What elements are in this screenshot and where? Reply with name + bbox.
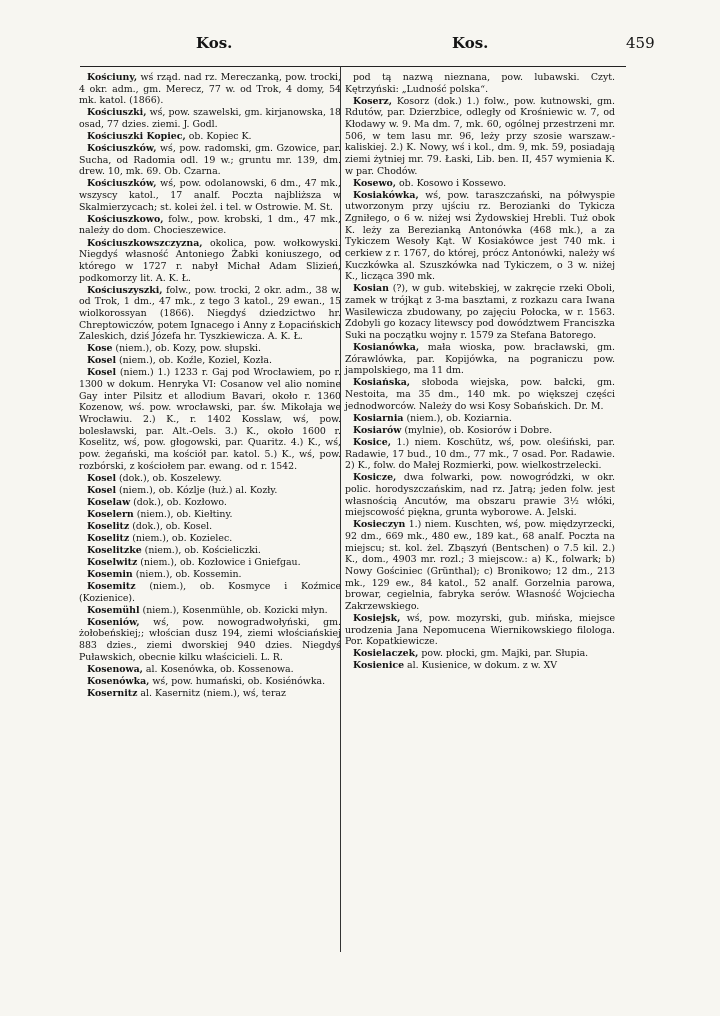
dictionary-entry: [345, 660, 615, 672]
entry-text: (dok.), ob. Kosel.: [129, 520, 213, 532]
entry-text: al. Kasernitz (niem.), wś, teraz: [137, 687, 286, 699]
entry-headword: Kościuszków,: [87, 178, 157, 190]
dictionary-entry: [345, 72, 615, 95]
dictionary-entry: [79, 581, 341, 604]
entry-text: (niem.), ob. Kiełtiny.: [133, 508, 233, 520]
dictionary-entry: [79, 676, 341, 688]
dictionary-entry: [345, 342, 615, 377]
entry-headword: Kosel: [87, 472, 116, 484]
entry-headword: Koserz,: [353, 95, 392, 107]
entry-headword: Koselaw: [87, 496, 131, 508]
dictionary-entry: [79, 485, 341, 497]
entry-headword: Kosel: [87, 355, 116, 367]
entry-text: ob. Kopiec K.: [185, 131, 252, 143]
entry-text: wś, pow. taraszczański, na półwyspie utworzonym przy ujściu rz. Berozianki do Tykicza Zgniłego, o 6 w. niżej wsi Żydowskiej Hrebli. Tuż obok K. leży za Berezianką Antonówka (468 mk.), a za Tykiczem Wesoły Kąt. W Kosiakówce jest 740 mk. i cerkiew z r. 1767, do której, prócz Antonówki, należy wś Kuczkówka al. Szuszkówka nad Tykiczem, o 3 w. niżej K., licząca 390 mk.: [345, 189, 615, 283]
entry-headword: Koseniów,: [87, 616, 140, 628]
dictionary-entry: [345, 519, 615, 612]
entry-text: wś, pow. humański, ob. Kosiénówka.: [149, 675, 326, 687]
dictionary-entry: [345, 96, 615, 178]
entry-text: ob. Kosowo i Kossewo.: [396, 177, 507, 189]
entry-text: wś, pow. szawelski, gm. kirjanowska, 18 osad, 77 dzies. ziemi. J. Godl.: [79, 107, 341, 131]
entry-headword: Kosiańska,: [353, 377, 411, 389]
entry-headword: Kosenówka,: [87, 675, 150, 687]
entry-text: wś rząd. nad rz. Mereczanką, pow. trocki, 4 okr. adm., gm. Merecz, 77 w. od Trok, 4 domy, 54 mk. katol. (1866).: [79, 72, 341, 107]
entry-text: (niem.), ob. Kozielec.: [129, 532, 233, 544]
dictionary-entry: [79, 545, 341, 557]
dictionary-entry: [79, 343, 341, 355]
entry-headword: Kościuny,: [87, 72, 138, 83]
entry-headword: Kose: [87, 343, 113, 355]
right-column: [345, 72, 615, 672]
entry-text: (mylnie), ob. Kosiorów i Dobre.: [401, 424, 553, 436]
entry-text: wś, pow. odolanowski, 6 dm., 47 mk., wszyscy katol., 17 analf. Poczta najbliższa w Skalmierzycach; st. kolei żel. i tel. w Ostrowie. M. St.: [79, 178, 341, 213]
entry-text: wś, pow. mozyrski, gub. mińska, miejsce urodzenia Jana Nepomucena Wiernikowskiego filologa. Por. Kopatkiewicze.: [345, 612, 615, 648]
dictionary-entry: [345, 613, 615, 648]
entry-headword: Kosielaczek,: [353, 648, 419, 660]
entry-headword: Kosewo,: [353, 177, 397, 189]
dictionary-entry: [79, 367, 341, 472]
page-number: 459: [626, 34, 655, 52]
entry-text: (niem.) 1.) 1233 r. Gaj pod Wrocławiem, po r. 1300 w dokum. Henryka VI: Cosanow vel alio nomine Gay inter Pilsitz et allodium Bavari, około r. 1360 Kozenow, wś. pow. wrocławski, par. św. Mikołaja we Wrocławiu. 2.) K., r. 1402 Kosslaw, wś, pow. bolesławski, par. Alt.-Oels. 3.) K., około 1600 r. Koselitz, wś, pow. głogowski, par. Quaritz. 4.) K., wś, pow. żegański, ma kościół par. katol. 5.) K., wś, pow. rozbórski, z kościołem par. ewang. od r. 1542.: [79, 367, 341, 472]
entry-text: (dok.), ob. Koszelewy.: [116, 472, 222, 484]
entry-text: (dok.), ob. Kozłowo.: [130, 496, 227, 508]
dictionary-entry: [79, 521, 341, 533]
dictionary-entry: [79, 72, 341, 107]
dictionary-entry: [345, 190, 615, 283]
entry-text: (niem.), ob. Koziarnia.: [403, 412, 512, 424]
entry-headword: Kościuszkowszczyzna,: [87, 237, 203, 249]
entry-headword: Kościuszków,: [87, 143, 157, 155]
entry-headword: Kosernitz: [87, 687, 138, 699]
entry-headword: Kościuszkowo,: [87, 213, 164, 225]
dictionary-entry: [79, 355, 341, 367]
entry-text: pod tą nazwą nieznana, pow. lubawski. Czyt. Kętrzyński: „Ludność polska“.: [345, 72, 615, 95]
dictionary-entry: [79, 178, 341, 213]
entry-text: (niem.), ob. Kościeliczki.: [141, 544, 261, 556]
dictionary-entry: [345, 648, 615, 660]
dictionary-entry: [79, 131, 341, 143]
entry-headword: Kosice,: [353, 436, 391, 448]
entry-text: al. Kosenówka, ob. Kossenowa.: [142, 663, 294, 675]
dictionary-entry: [79, 533, 341, 545]
entry-headword: Kosenowa,: [87, 663, 143, 675]
entry-text: (?), w gub. witebskiej, w zakręcie rzeki Oboli, zamek w trójkąt z 3-ma basztami, z rozkazu cara Iwana Wasilewicza zbudowany, po zajęciu Połocka, w r. 1563. Zdobyli go kozacy litewscy pod dowództwem Franciszka Suki na początku wojny r. 1579 za Stefana Batorego.: [345, 283, 615, 341]
entry-text: (niem.), ob. Kozy, pow. słupski.: [112, 343, 261, 355]
entry-headword: Kosemühl: [87, 604, 140, 616]
entry-text: wś, pow. radomski, gm. Gzowice, par. Sucha, od Radomia odl. 19 w.; gruntu mr. 139, dm. drew. 10, mk. 69. Ob. Czarna.: [79, 143, 341, 178]
entry-text: (niem.), ob. Kossemin.: [132, 568, 242, 580]
dictionary-entry: [79, 509, 341, 521]
entry-headword: Kosiarnia: [353, 412, 404, 424]
header-rule: [80, 66, 626, 67]
dictionary-entry: [79, 107, 341, 130]
dictionary-entry: [79, 143, 341, 178]
entry-text: al. Kusienice, w dokum. z w. XV: [404, 660, 558, 672]
entry-text: (niem.), ob. Kózlje (łuż.) al. Kozły.: [116, 484, 278, 496]
dictionary-entry: [79, 617, 341, 664]
entry-text: słoboda wiejska, pow. bałcki, gm. Nestoita, ma 35 dm., 140 mk. po większej części jednodworców. Należy do wsi Kosy Sobańskich. Dr. M.: [345, 377, 615, 412]
entry-text: pow. płocki, gm. Majki, par. Słupia.: [418, 648, 589, 660]
dictionary-entry: [79, 688, 341, 700]
dictionary-entry: [345, 413, 615, 425]
dictionary-entry: [79, 238, 341, 285]
entry-text: 1.) niem. Kuschten, wś, pow. międzyrzecki, 92 dm., 669 mk., 480 ew., 189 kat., 68 analf. Poczta na miejscu; st. kol. żel. Zbąszyń (Bentschen) o 7.5 kil. 2.) K., dom., 4903 mr. rozl.; 3 miejscow.: a) K., folwark; b) Nowy Gościniec (Grünthal); c) Bronikowo; 12 dm., 213 mk., 129 ew., 84 katol., 52 analf. Gorzelnia parowa, browar, cegielnia, fabryka serów. Własność Wojciecha Zakrzewskiego.: [345, 519, 615, 612]
dictionary-entry: [345, 472, 615, 519]
entry-text: wś, pow. nowogradwołyński, gm. żołobeńskiej;; włościan dusz 194, ziemi włościańskiej 883 dzies., ziemi dworskiej 940 dzies. Niegdyś Puławskich, obecnie kilku właścicieli. L. R.: [79, 616, 341, 663]
dictionary-entry: [79, 473, 341, 485]
dictionary-entry: [79, 605, 341, 617]
entry-headword: Kosel: [87, 367, 116, 379]
entry-headword: Kosemin: [87, 568, 133, 580]
entry-headword: Koselitz: [87, 520, 130, 532]
entry-headword: Kosemitz: [87, 581, 136, 593]
entry-headword: Koselitz: [87, 532, 130, 544]
dictionary-entry: [345, 437, 615, 472]
entry-text: (niem.), ob. Koźle, Koziel, Kozła.: [116, 355, 272, 367]
entry-headword: Kosiarów: [353, 424, 402, 436]
left-column: [79, 72, 341, 700]
entry-headword: Kosieczyn: [353, 519, 406, 531]
entry-text: (niem.), ob. Kosmyce i Koźmice (Kozienice).: [79, 581, 341, 604]
entry-text: folw., pow. krobski, 1 dm., 47 mk., należy do dom. Chocieszewice.: [79, 213, 341, 237]
entry-headword: Kosel: [87, 484, 116, 496]
entry-headword: Kosiakówka,: [353, 189, 419, 201]
dictionary-entry: [79, 664, 341, 676]
entry-headword: Koselitzke: [87, 544, 142, 556]
entry-text: okolica, pow. wołkowyski. Niegdyś własność Antoniego Żabki koniuszego, od którego w 1727 r. nabył Michał Adam Slizień, podkomorzy lit. A. K. Ł.: [79, 237, 341, 284]
entry-headword: Koselern: [87, 508, 134, 520]
dictionary-entry: [345, 283, 615, 341]
entry-text: (niem.), ob. Kozłowice i Gniefgau.: [137, 556, 301, 568]
entry-headword: Kosicze,: [353, 472, 397, 484]
entry-text: (niem.), Kosenmühle, ob. Kozicki młyn.: [139, 604, 328, 616]
running-head-left: Kos.: [196, 34, 233, 52]
dictionary-entry: [79, 285, 341, 343]
dictionary-entry: [79, 214, 341, 237]
entry-headword: Koselwitz: [87, 556, 138, 568]
entry-headword: Kościuszki,: [87, 107, 147, 119]
dictionary-entry: [345, 377, 615, 412]
dictionary-entry: [79, 497, 341, 509]
entry-text: folw., pow. trocki, 2 okr. adm., 38 w. od Trok, 1 dm., 47 mk., z tego 3 katol., 29 ewan., 15 wiolkorossyan (1866). Niegdyś dziedzictwo hr. Chreptowiczów, potem Ignacego i Anny z Łopacińskich Zaleskich, dziś Józefa hr. Tyszkiewicza. A. K. Ł.: [79, 284, 341, 343]
entry-headword: Kosianówka,: [353, 342, 420, 354]
entry-text: Kosorz (dok.) 1.) folw., pow. kutnowski, gm. Rdutów, par. Dzierzbice, odległy od Krośniewic w. 7, od Kłodawy w. 9. Ma dm. 7, mk. 60, ogólnej przestrzeni mr. 506, w tem lasu mr. 96, leży przy szosie warszaw.-kaliskiej. 2.) K. Nowy, wś i kol., dm. 9, mk. 59, posiadają ziemi żytniej mr. 79. Łaski, Lib. ben. II, 457 wymienia K. w par. Chodów.: [345, 95, 615, 177]
entry-text: mała wioska, pow. bracławski, gm. Zórawlówka, par. Kopijówka, na pograniczu pow. jampolskiego, ma 11 dm.: [345, 342, 615, 377]
entry-headword: Kościuszyszki,: [87, 284, 163, 296]
entry-headword: Kościuszki Kopiec,: [87, 131, 186, 143]
dictionary-entry: [79, 557, 341, 569]
entry-headword: Kosienice: [353, 660, 405, 672]
entry-headword: Kosiejsk,: [353, 612, 401, 624]
dictionary-entry: [345, 178, 615, 190]
dictionary-entry: [345, 425, 615, 437]
entry-headword: Kosian: [353, 283, 389, 295]
running-head-right: Kos.: [452, 34, 489, 52]
entry-text: 1.) niem. Koschütz, wś, pow. oleśiński, par. Radawie, 17 bud., 10 dm., 77 mk., 7 osad. Por. Radawie. 2) K., folw. do Małej Rozmierki, pow. wielkostrzelecki.: [345, 436, 615, 472]
entry-text: dwa folwarki, pow. nowogródzki, w okr. polic. horodyszczańskim, nad rz. Jatrą; jeden folw. jest własnością Ancutów, ma obszaru prawie 3½ włóki, miejscowość piękna, grunta wyborowe. A. Jelski.: [345, 472, 615, 519]
dictionary-entry: [79, 569, 341, 581]
